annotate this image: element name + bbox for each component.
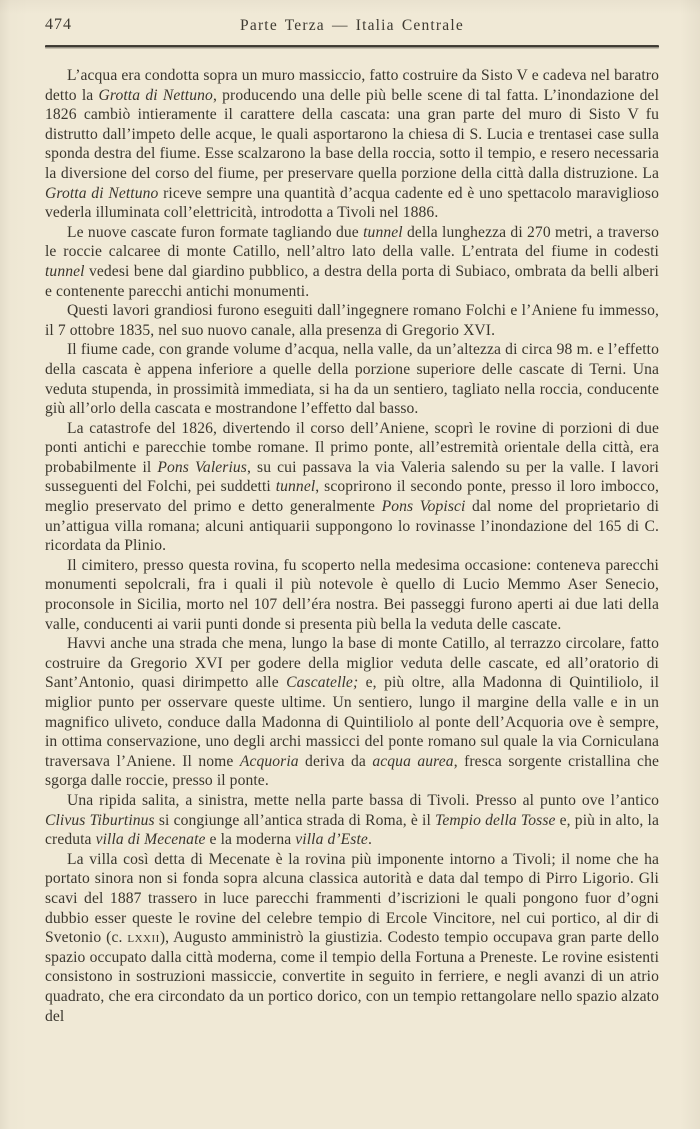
running-header — [45, 14, 659, 38]
text-run: e, più in alto, la creduta — [45, 811, 659, 849]
text-run: si congiunge all’antica strada di Roma, è il — [154, 811, 436, 829]
text-run: Il cimitero, presso questa rovina, fu scoperto nella medesima occasione: conteneva parecchi monumenti sepolcrali, fra i quali il più notevole è quello di Lucio Memmo Aser Senecio, proconsole in Sicilia, morto nel 107 dell’éra nostra. Bei passeggi furono aperti ai due lati della valle, conducenti ai varii punti donde si presenta più bella la veduta delle cascate. — [45, 556, 659, 633]
paragraph — [45, 223, 659, 301]
text-run: deriva da — [298, 752, 373, 770]
text-run: La catastrofe del 1826, divertendo il corso dell’Aniene, scoprì le rovine di porzioni di due ponti antichi e parecchie tombe romane. Il primo ponte, all’estremità orientale della città, era probabilmente il — [45, 419, 659, 476]
text-run: vedesi bene dal giardino pubblico, a destra della porta di Subiaco, ombrata da belli alberi e contenente parecchi antichi monumenti. — [45, 262, 659, 300]
text-run: Questi lavori grandiosi furono eseguiti dall’ingegnere romano Folchi e l’Aniene fu immesso, il 7 ottobre 1835, nel suo nuovo canale, alla presenza di Gregorio XVI. — [45, 302, 659, 339]
text-run: della lunghezza di 270 metri, a traverso le roccie calcaree di monte Catillo, nell’altro lato della valle. L’entrata del fiume in codesti — [45, 223, 659, 261]
italic-text-run: Cascatelle; — [286, 674, 359, 692]
paragraph — [45, 340, 659, 418]
paragraph — [45, 301, 659, 340]
paragraph — [45, 791, 659, 850]
text-run: ), Augusto amministrò la giustizia. Codesto tempio occupava gran parte dello spazio occupato dalla città moderna, come il tempio della Fortuna a Preneste. Le rovine esistenti consistono in sostruzioni massiccie, convertite in seguito in ferriere, e negli avanzi di un atrio quadrato, che era circondato da un portico dorico, con un tempio rettangolare nello spazio alzato del — [45, 929, 659, 1025]
italic-text-run: Pons Valerius — [157, 458, 247, 476]
page-number: 474 — [45, 16, 72, 33]
italic-text-run: tunnel — [363, 223, 403, 241]
italic-text-run: Grotta di Nettuno — [98, 86, 213, 104]
text-run: riceve sempre una quantità d’acqua cadente ed è uno spettacolo maraviglioso vederla illuminata coll’elettricità, introdotta a Tivoli nel 1886. — [45, 184, 659, 222]
paragraph — [45, 850, 659, 1026]
italic-text-run: villa d’Este — [295, 831, 368, 849]
text-run: , fresca sorgente cristallina che sgorga dalle roccie, presso il ponte. — [45, 752, 659, 790]
text-run: . — [367, 831, 372, 849]
text-run: Una ripida salita, a sinistra, mette nella parte bassa di Tivoli. Presso al punto ove l’antico — [67, 791, 659, 809]
italic-text-run: Pons Vopisci — [381, 498, 466, 516]
text-run: Le nuove cascate furon formate tagliando due — [67, 223, 364, 241]
italic-text-run: Clivus Tiburtinus — [45, 811, 155, 829]
text-run: L’acqua era condotta sopra un muro massiccio, fatto costruire da Sisto V e cadeva nel baratro detto la — [45, 67, 659, 104]
text-run: e, più oltre, alla Madonna di Quintiliolo, il miglior punto per osservare queste ultime. Un sentiero, lungo il margine della valle e in un magnifico uliveto, conduce dalla Madonna di Quintiliolo al ponte dell’Acquoria ove è sempre, in ottima conservazione, uno degli archi massicci del ponte romano sul quale la via Corniculana traversava l’Aniene. Il nome — [45, 674, 660, 770]
paragraph — [45, 556, 659, 634]
text-run: dal nome del proprietario di un’attigua villa romana; alcuni antiquarii suppongono lo rovinasse l’inondazione del 165 di C. ricordata da Plinio. — [45, 498, 659, 555]
running-title: Parte Terza — Italia Centrale — [240, 17, 464, 34]
italic-text-run: Tempio della Tosse — [435, 811, 556, 829]
italic-text-run: Acquoria — [239, 752, 299, 770]
text-run: e la moderna — [205, 831, 296, 849]
italic-text-run: tunnel — [45, 262, 85, 280]
text-run: La villa così detta di Mecenate è la rovina più imponente intorno a Tivoli; il nome che ha portato sinora non si fonda sopra alcuna classica autorità e data dal tempo di Pirro Ligorio. Gli scavi del 1887 trassero in luce parecchi frammenti d’iscrizioni le quali pongono fuor d’ogni dubbio esser queste le rovine del celebre tempio di Ercole Vincitore, nel cui portico, al dir di Svetonio (c. — [45, 850, 659, 947]
text-run: , scoprirono il secondo ponte, presso il loro imbocco, meglio preservato del primo e detto generalmente — [45, 478, 659, 516]
italic-text-run: villa di Mecenate — [95, 831, 206, 849]
italic-text-run: tunnel — [275, 478, 316, 496]
text-run: Il fiume cade, con grande volume d’acqua, nella valle, da un’altezza di circa 98 m. e l’effetto della cascata è appena inferiore a quelle della porzione superiore delle cascate di Terni. Una veduta stupenda, in prossimità immediata, si ha da un sentiero, tagliato nella roccia, conducente giù all’orlo della cascata e mostrandone l’effetto dal basso. — [45, 341, 659, 418]
small-caps-run: lxxii — [127, 929, 160, 947]
italic-text-run: acqua aurea — [372, 752, 454, 770]
text-run: , producendo una delle più belle scene di tal fatta. L’inondazione del 1826 cambiò intieramente il carattere della cascata: una gran parte del muro di Sisto V fu distrutto dall’impeto delle acque, le quali asportarono la chiesa di S. Lucia e trentasei case sulla sponda destra del fiume. Esse scalzarono la base della roccia, sotto il tempio, e resero necessaria la diversione del corso del fiume, per preservare quella porzione della città dalla distruzione. La — [45, 86, 660, 182]
text-block — [45, 66, 659, 1026]
text-run: , su cui passava la via Valeria salendo su per la valle. I lavori susseguenti del Folchi, pei suddetti — [45, 458, 659, 496]
paragraph — [45, 419, 659, 556]
text-run: Havvi anche una strada che mena, lungo la base di monte Catillo, al terrazzo circolare, fatto costruire da Gregorio XVI per godere della miglior veduta delle cascate, ed all’oratorio di Sant’Antonio, quasi dirimpetto alle — [45, 635, 659, 692]
paragraph — [45, 634, 659, 791]
header-rule-divider — [45, 45, 659, 48]
italic-text-run: Grotta di Nettuno — [45, 184, 159, 202]
paragraph — [45, 66, 659, 223]
